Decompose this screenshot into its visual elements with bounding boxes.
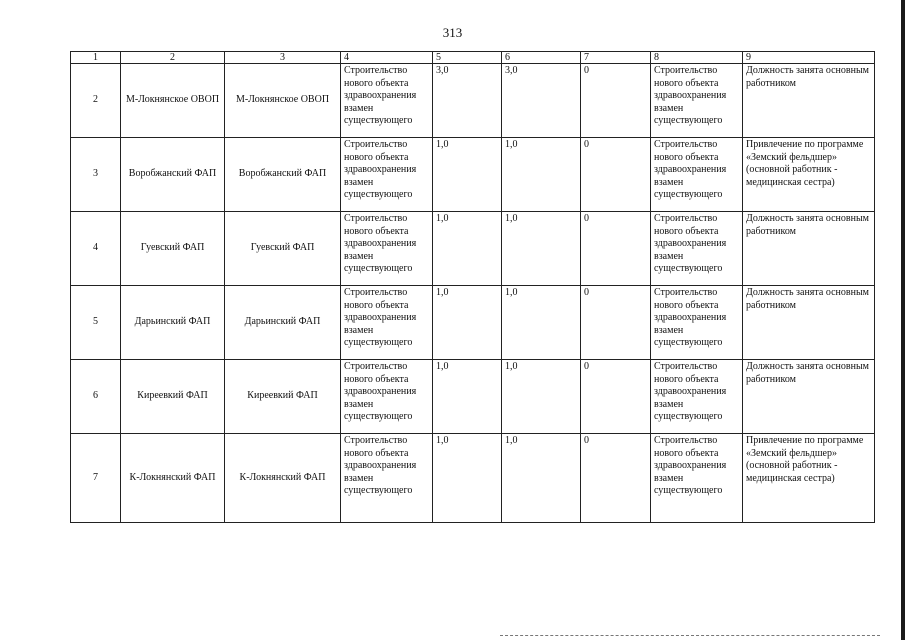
row-number: 3 — [71, 138, 121, 212]
table-row — [71, 212, 875, 286]
table-row — [71, 286, 875, 360]
value-cell: 0 — [581, 286, 651, 360]
value-cell: 1,0 — [502, 434, 581, 523]
measure-cell: Строительство нового объекта здравоохранения взамен существующего — [341, 286, 433, 360]
note-cell: Должность занята основным работником — [743, 64, 875, 138]
header-cell: 7 — [581, 52, 651, 64]
row-number: 2 — [71, 64, 121, 138]
facility-name-cell: Гуевский ФАП — [121, 212, 225, 286]
table-row — [71, 64, 875, 138]
note-cell: Должность занята основным работником — [743, 286, 875, 360]
row-number: 4 — [71, 212, 121, 286]
value-cell: 3,0 — [502, 64, 581, 138]
facility-name-cell: Киреевкий ФАП — [121, 360, 225, 434]
page-number: 313 — [442, 25, 463, 40]
table-header-row — [71, 52, 875, 64]
measure-cell: Строительство нового объекта здравоохранения взамен существующего — [341, 138, 433, 212]
facility-full-name-cell: Воробжанский ФАП — [225, 138, 341, 212]
note-cell: Привлечение по программе «Земский фельдшер» (основной работник - медицинская сестра) — [743, 138, 875, 212]
facility-full-name-cell: К-Локнянский ФАП — [225, 434, 341, 523]
value-cell: 1,0 — [502, 286, 581, 360]
header-cell: 3 — [225, 52, 341, 64]
facility-name-cell: Дарьинский ФАП — [121, 286, 225, 360]
value-cell: 0 — [581, 64, 651, 138]
measure-cell: Строительство нового объекта здравоохранения взамен существующего — [341, 212, 433, 286]
measure-cell: Строительство нового объекта здравоохранения взамен существующего — [651, 212, 743, 286]
facility-full-name-cell: Киреевкий ФАП — [225, 360, 341, 434]
header-cell: 6 — [502, 52, 581, 64]
row-number: 7 — [71, 434, 121, 523]
table-row — [71, 360, 875, 434]
value-cell: 1,0 — [433, 434, 502, 523]
table-row — [71, 138, 875, 212]
measure-cell: Строительство нового объекта здравоохранения взамен существующего — [651, 286, 743, 360]
value-cell: 0 — [581, 434, 651, 523]
measure-cell: Строительство нового объекта здравоохранения взамен существующего — [651, 434, 743, 523]
header-cell: 5 — [433, 52, 502, 64]
value-cell: 1,0 — [502, 360, 581, 434]
measure-cell: Строительство нового объекта здравоохранения взамен существующего — [651, 138, 743, 212]
facility-full-name-cell: Гуевский ФАП — [225, 212, 341, 286]
facility-name-cell: М-Локнянское ОВОП — [121, 64, 225, 138]
measure-cell: Строительство нового объекта здравоохранения взамен существующего — [651, 360, 743, 434]
data-table — [70, 51, 875, 523]
value-cell: 1,0 — [433, 286, 502, 360]
note-cell: Должность занята основным работником — [743, 360, 875, 434]
value-cell: 3,0 — [433, 64, 502, 138]
header-cell: 9 — [743, 52, 875, 64]
facility-name-cell: К-Локнянский ФАП — [121, 434, 225, 523]
measure-cell: Строительство нового объекта здравоохранения взамен существующего — [341, 434, 433, 523]
facility-name-cell: Воробжанский ФАП — [121, 138, 225, 212]
value-cell: 1,0 — [502, 138, 581, 212]
header-cell: 4 — [341, 52, 433, 64]
measure-cell: Строительство нового объекта здравоохранения взамен существующего — [651, 64, 743, 138]
row-number: 6 — [71, 360, 121, 434]
value-cell: 1,0 — [433, 138, 502, 212]
note-cell: Должность занята основным работником — [743, 212, 875, 286]
scan-edge — [901, 0, 905, 640]
facility-full-name-cell: М-Локнянское ОВОП — [225, 64, 341, 138]
value-cell: 0 — [581, 138, 651, 212]
header-cell: 1 — [71, 52, 121, 64]
value-cell: 0 — [581, 212, 651, 286]
header-cell: 8 — [651, 52, 743, 64]
value-cell: 0 — [581, 360, 651, 434]
facility-full-name-cell: Дарьинский ФАП — [225, 286, 341, 360]
header-cell: 2 — [121, 52, 225, 64]
row-number: 5 — [71, 286, 121, 360]
measure-cell: Строительство нового объекта здравоохранения взамен существующего — [341, 360, 433, 434]
scan-artifact — [500, 635, 880, 638]
note-cell: Привлечение по программе «Земский фельдшер» (основной работник - медицинская сестра) — [743, 434, 875, 523]
value-cell: 1,0 — [433, 360, 502, 434]
measure-cell: Строительство нового объекта здравоохранения взамен существующего — [341, 64, 433, 138]
value-cell: 1,0 — [502, 212, 581, 286]
table-row — [71, 434, 875, 523]
value-cell: 1,0 — [433, 212, 502, 286]
